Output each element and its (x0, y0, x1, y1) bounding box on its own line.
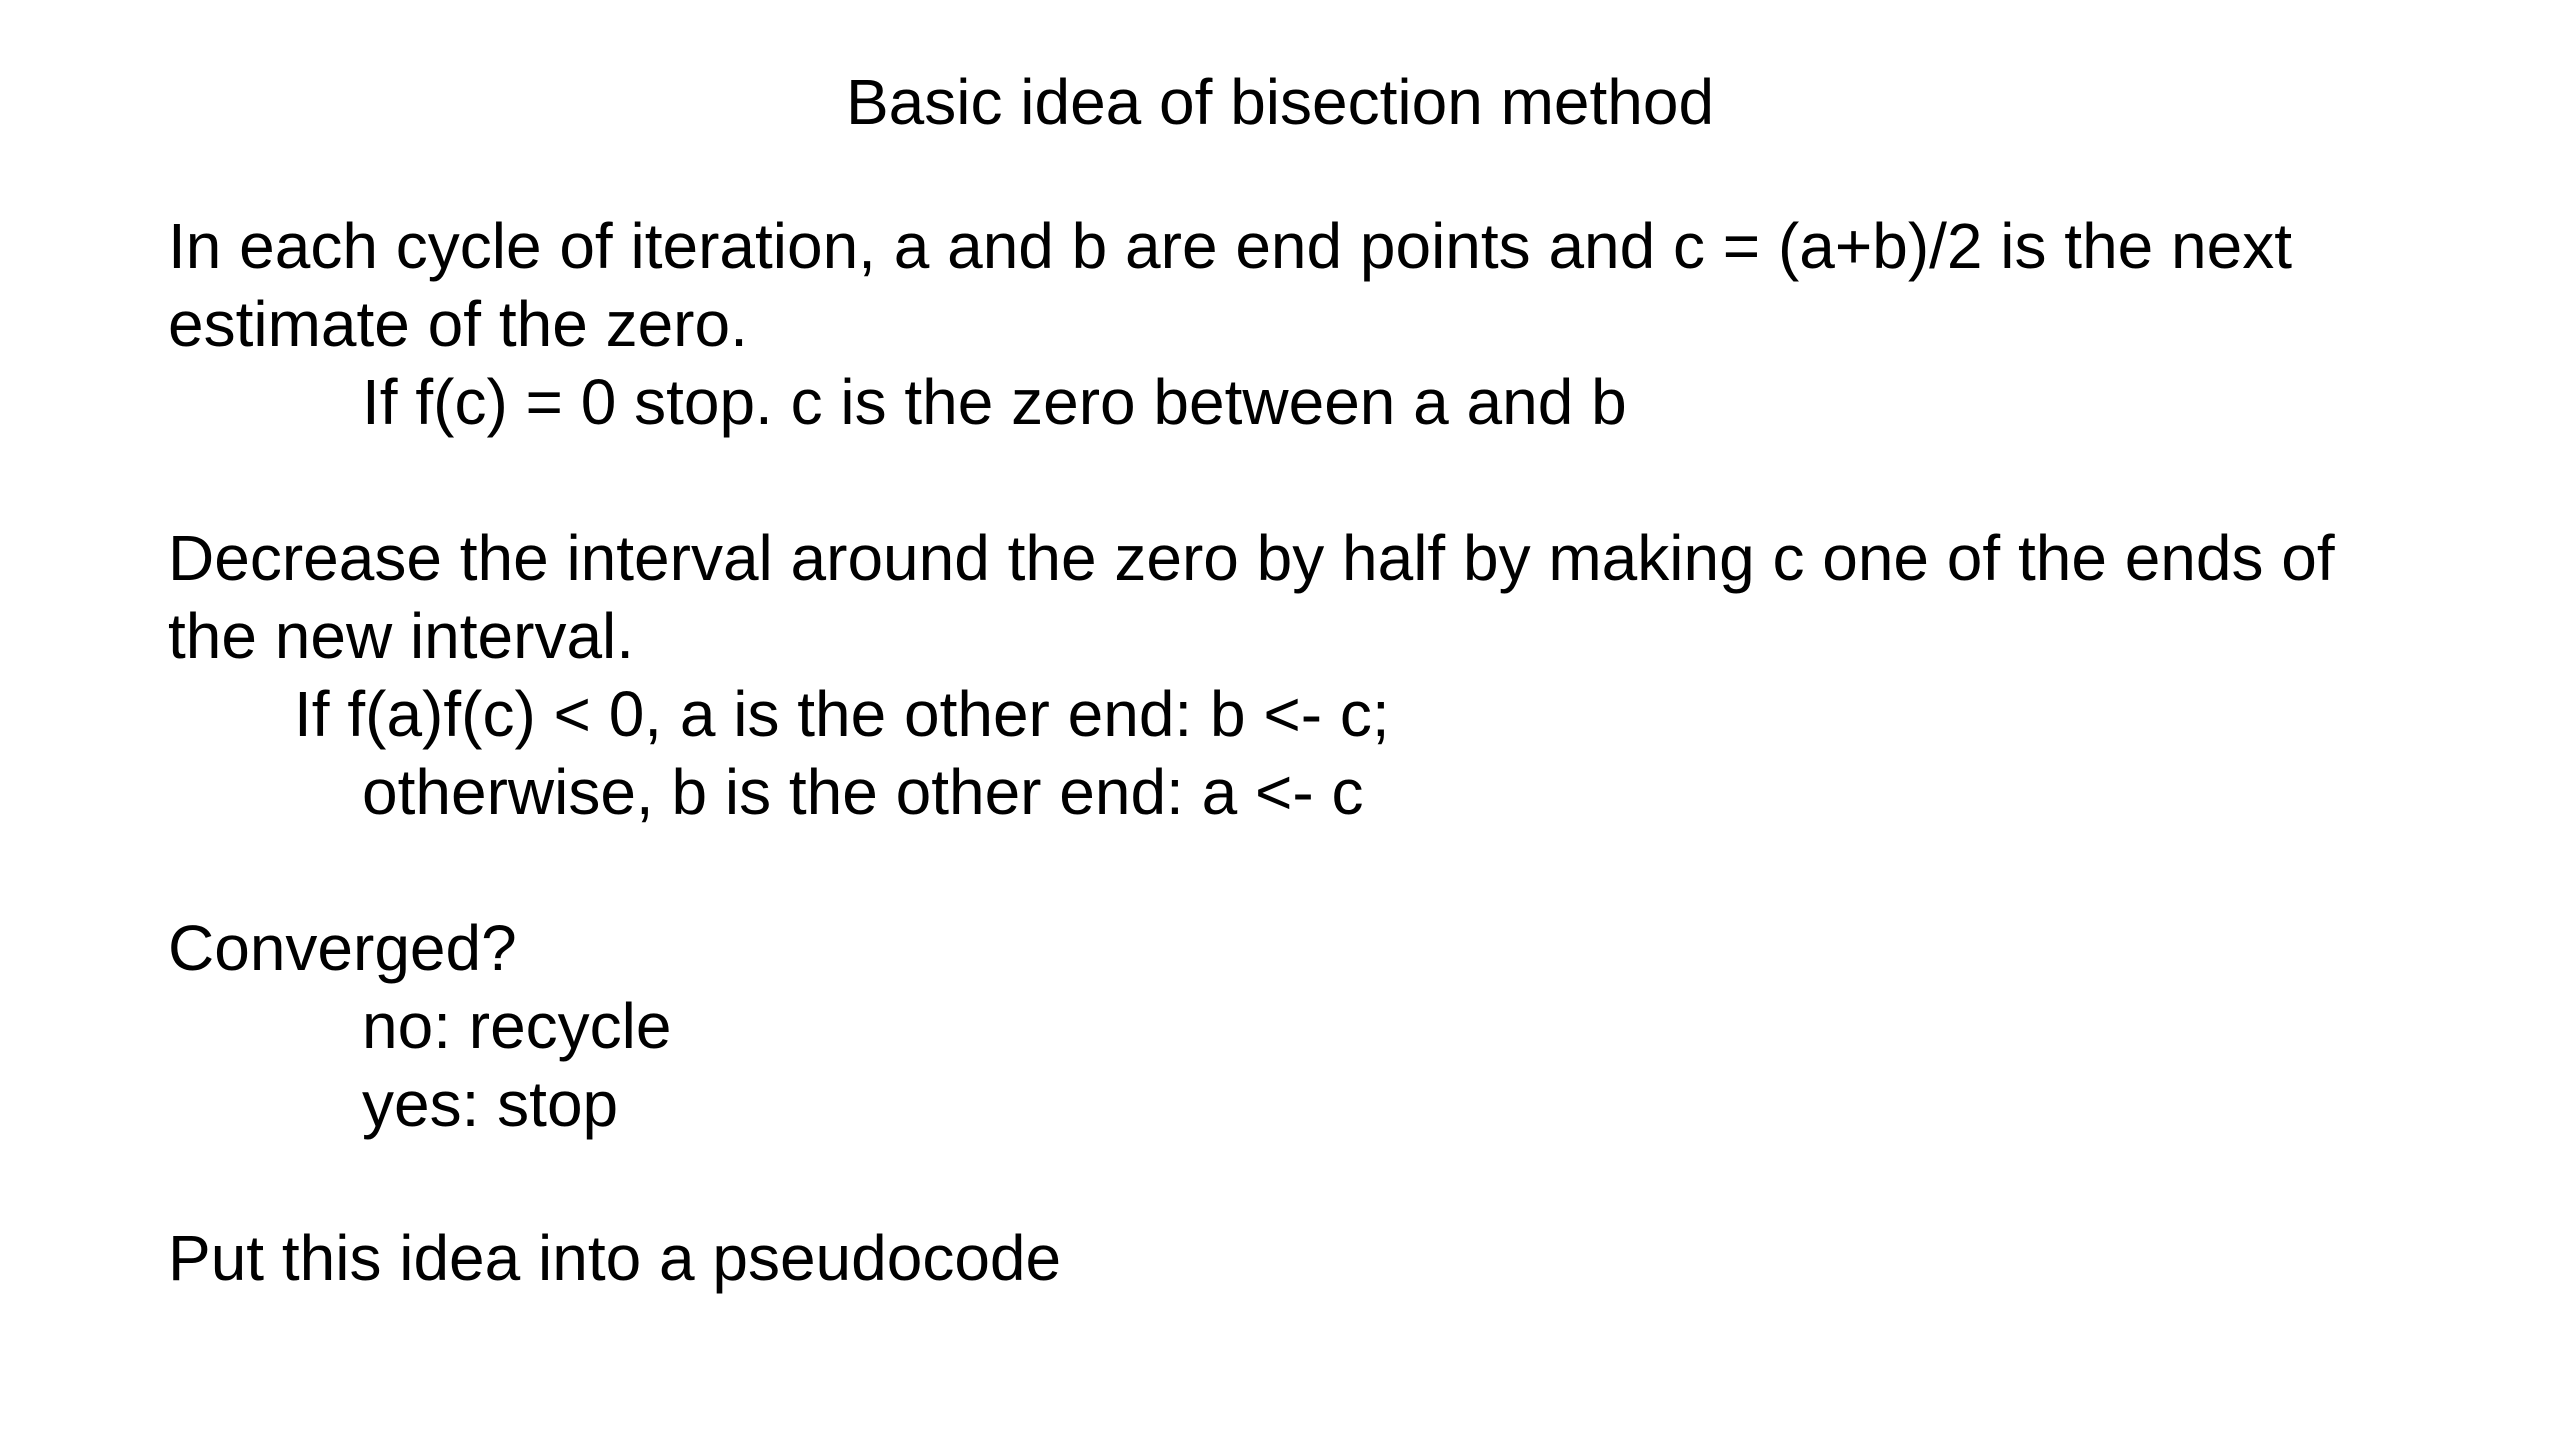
stop-rule: If f(c) = 0 stop. c is the zero between a and b (362, 366, 1627, 438)
converged-question: Converged? (168, 912, 517, 984)
iteration-line-2: estimate of the zero. (168, 288, 748, 360)
rule-otherwise: otherwise, b is the other end: a <- c (362, 756, 1364, 828)
decrease-line-2: the new interval. (168, 600, 635, 672)
closing-line: Put this idea into a pseudocode (168, 1222, 1062, 1294)
decrease-line-1: Decrease the interval around the zero by half by making c one of the ends of (168, 522, 2335, 594)
rule-if: If f(a)f(c) < 0, a is the other end: b <- c; (294, 678, 1390, 750)
iteration-line-1: In each cycle of iteration, a and b are end points and c = (a+b)/2 is the next (168, 210, 2292, 282)
converged-no: no: recycle (362, 990, 672, 1062)
slide-title: Basic idea of bisection method (845, 66, 1715, 138)
converged-yes: yes: stop (362, 1068, 619, 1140)
